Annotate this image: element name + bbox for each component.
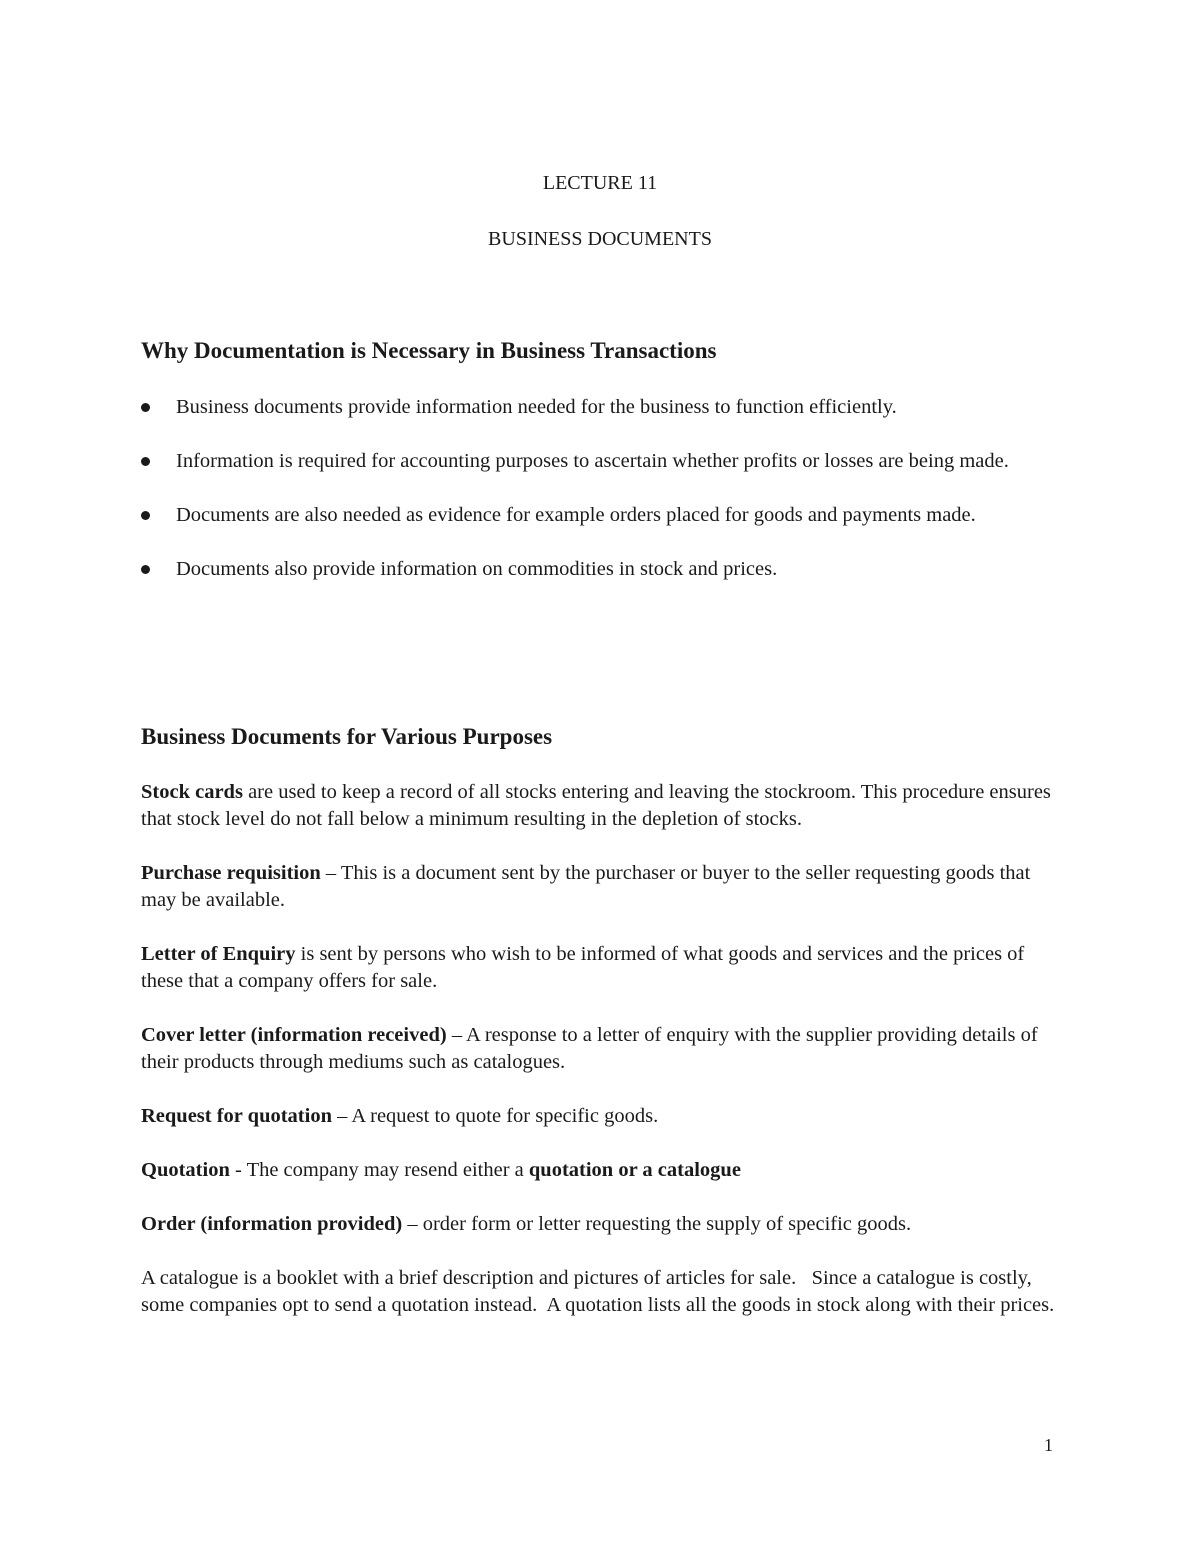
bullet-list bbox=[141, 394, 1041, 610]
bullet-item bbox=[141, 502, 1041, 529]
bullet-icon bbox=[141, 457, 150, 466]
term-letter-of-enquiry: Letter of Enquiry bbox=[141, 943, 296, 965]
definition-stock-cards: are used to keep a record of all stocks entering and leaving the stockroom. This procedure ensures that stock level do not fall below a minimum resulting in the depletion of stocks. bbox=[141, 781, 1051, 830]
bullet-text: Documents are also needed as evidence for example orders placed for goods and payments made. bbox=[176, 504, 976, 526]
definition-request-for-quotation: – A request to quote for specific goods. bbox=[331, 1105, 659, 1127]
bullet-icon bbox=[141, 511, 150, 520]
document-body bbox=[141, 779, 1066, 1346]
definition-cover-letter: – A response to a letter of enquiry with the supplier providing details of their products through mediums such as catalogues. bbox=[141, 1024, 1038, 1073]
bullet-text: Information is required for accounting purposes to ascertain whether profits or losses are being made. bbox=[176, 450, 1009, 472]
bullet-item bbox=[141, 448, 1041, 475]
page-number: 1 bbox=[1044, 1435, 1053, 1455]
term-quotation: Quotation bbox=[141, 1159, 230, 1181]
paragraph-cover-letter bbox=[141, 1022, 1066, 1076]
paragraph-purchase-requisition bbox=[141, 860, 1066, 914]
document-title: BUSINESS DOCUMENTS bbox=[488, 228, 712, 250]
definition-letter-of-enquiry: is sent by persons who wish to be informed of what goods and services and the prices of these that a company offers for sale. bbox=[141, 943, 1025, 992]
term-cover-letter: Cover letter (information received) bbox=[141, 1024, 447, 1046]
paragraph-request-for-quotation bbox=[141, 1103, 1066, 1130]
lecture-title: LECTURE 11 bbox=[542, 172, 658, 194]
section-heading-business-documents: Business Documents for Various Purposes bbox=[141, 724, 553, 749]
paragraph-catalogue: A catalogue is a booklet with a brief description and pictures of articles for sale. Since a catalogue is costly, some companies opt to send a quotation instead. A quotation lists all the goods in stock along with their prices. bbox=[141, 1267, 1055, 1316]
bullet-text: Business documents provide information needed for the business to function efficiently. bbox=[176, 396, 897, 418]
definition-quotation: - The company may resend either a bbox=[229, 1159, 529, 1181]
bullet-item bbox=[141, 394, 1041, 421]
section-heading-why-documentation: Why Documentation is Necessary in Business Transactions bbox=[141, 338, 717, 363]
definition-order: – order form or letter requesting the supply of specific goods. bbox=[402, 1213, 912, 1235]
paragraph-stock-cards bbox=[141, 779, 1066, 833]
paragraph-letter-of-enquiry bbox=[141, 941, 1066, 995]
bullet-icon bbox=[141, 403, 150, 412]
term-stock-cards: Stock cards bbox=[141, 781, 243, 803]
term-purchase-requisition: Purchase requisition bbox=[141, 862, 321, 884]
definition-purchase-requisition: – This is a document sent by the purchaser or buyer to the seller requesting goods that may be available. bbox=[141, 862, 1031, 911]
term-order: Order (information provided) bbox=[141, 1213, 403, 1235]
bullet-item bbox=[141, 556, 1041, 583]
emphasis-quotation-or-catalogue: quotation or a catalogue bbox=[528, 1159, 741, 1181]
term-request-for-quotation: Request for quotation bbox=[141, 1105, 332, 1127]
bullet-text: Documents also provide information on commodities in stock and prices. bbox=[176, 558, 778, 580]
paragraph-order bbox=[141, 1211, 1066, 1238]
paragraph-quotation bbox=[141, 1157, 1066, 1184]
bullet-icon bbox=[141, 565, 150, 574]
